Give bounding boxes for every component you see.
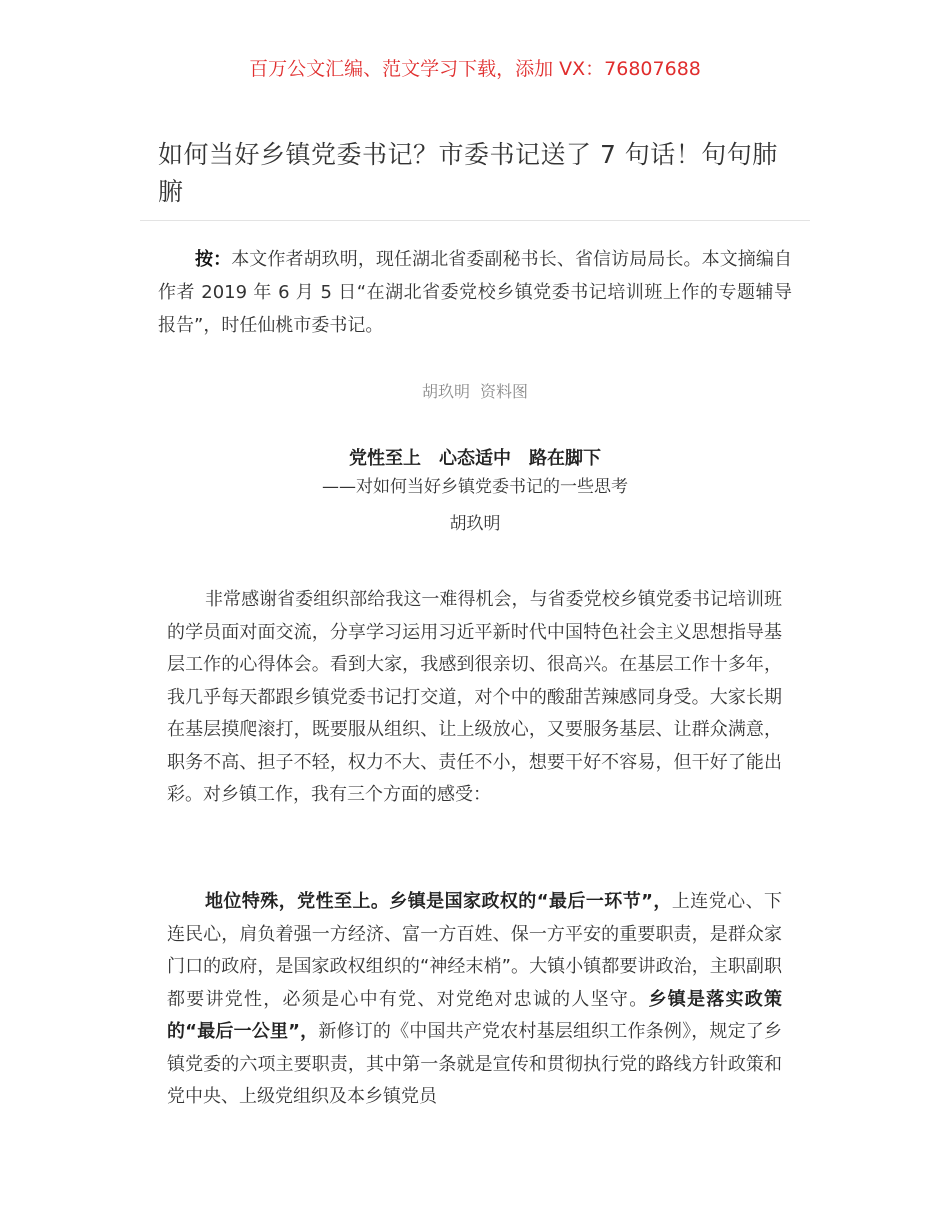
para2-bold-1: 地位特殊，党性至上。乡镇是国家政权的“最后一环节”，	[205, 891, 672, 912]
editor-note-text: 本文作者胡玖明，现任湖北省委副秘书长、省信访局局长。本文摘编自作者 2019 年 6 月 5 日“在湖北省委党校乡镇党委书记培训班上作的专题辅导报告”，时任仙桃市委书记。	[158, 249, 792, 336]
para2-text-2: 新修订的《中国共产党农村基层组织工作条例》，规定了乡镇党委的六项主要职责，其中第一条就是宣传和贯彻执行党的路线方针政策和党中央、上级党组织及本乡镇党员	[167, 1021, 782, 1107]
caption-name: 胡玖明	[421, 382, 470, 401]
para2-text-1: 上连党心、下连民心，肩负着强一方经济、富一方百姓、保一方平安的重要职责，是群众家门口的政府，是国家政权组织的“神经末梢”。大镇小镇都要讲政治，主职副职都要讲党性，必须是心中有党、对党绝对忠诚的人坚守。	[167, 891, 782, 1010]
caption-note: 资料图	[480, 382, 529, 401]
body-paragraph-2	[167, 886, 782, 1114]
report-title: 党性至上 心态适中 路在脚下	[349, 448, 601, 469]
report-author: 胡玖明	[449, 514, 501, 534]
editor-note-label: 按：	[195, 249, 232, 270]
promo-banner: 百万公文汇编、范文学习下载，添加 VX：76807688	[249, 58, 701, 80]
image-caption	[0, 379, 950, 405]
body-paragraph-1: 非常感谢省委组织部给我这一难得机会，与省委党校乡镇党委书记培训班的学员面对面交流，分享学习运用习近平新时代中国特色社会主义思想指导基层工作的心得体会。看到大家，我感到很亲切、很高兴。在基层工作十多年，我几乎每天都跟乡镇党委书记打交道，对个中的酸甜苦辣感同身受。大家长期在基层摸爬滚打，既要服从组织、让上级放心，又要服务基层、让群众满意，职务不高、担子不轻，权力不大、责任不小，想要干好不容易，但干好了能出彩。对乡镇工作，我有三个方面的感受：	[167, 589, 782, 805]
title-divider	[140, 220, 810, 221]
article-title: 如何当好乡镇党委书记？市委书记送了 7 句话！句句肺腑	[158, 140, 778, 206]
para2-bold-2: 乡镇是落实政策的“最后一公里”，	[167, 988, 783, 1042]
editor-note	[158, 243, 792, 342]
report-subtitle: ——对如何当好乡镇党委书记的一些思考	[322, 477, 628, 497]
